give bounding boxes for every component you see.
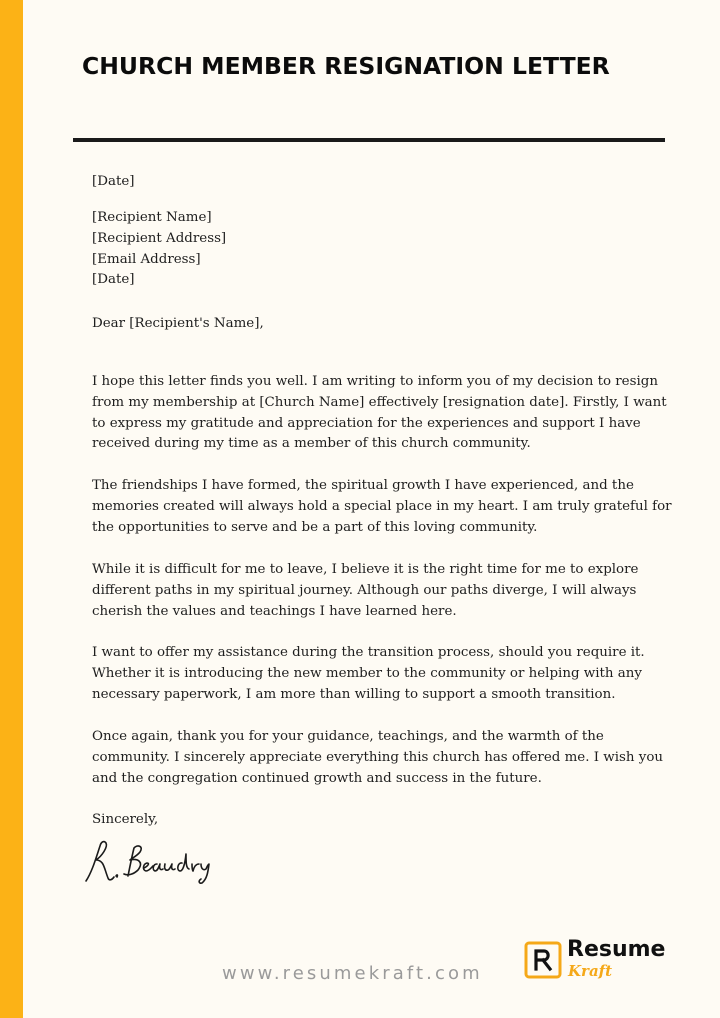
paragraph-line: memories created will always hold a special place in my heart. I am truly grateful for xyxy=(92,498,672,514)
paragraph-line: While it is difficult for me to leave, I believe it is the right time for me to explore xyxy=(92,562,639,577)
paragraph-line: cherish the values and teachings I have learned here. xyxy=(92,603,457,619)
closing: Sincerely, xyxy=(92,812,159,827)
website-link[interactable]: www.resumekraft.com xyxy=(222,963,483,984)
logo-text-kraft: Kraft xyxy=(568,962,613,980)
paragraph-line: the opportunities to serve and be a part of this loving community. xyxy=(92,519,538,535)
date-line: [Date] xyxy=(92,174,135,189)
paragraph-5 xyxy=(92,727,664,789)
paragraph-line: and the congregation continued growth and success in the future. xyxy=(92,770,542,786)
letter-date xyxy=(92,172,652,193)
paragraph-line: to express my gratitude and appreciation for the experiences and support I have xyxy=(92,415,641,431)
resumekraft-logo xyxy=(524,939,684,987)
salutation: Dear [Recipient's Name], xyxy=(92,316,264,331)
recipient-address: [Recipient Address] xyxy=(92,230,227,246)
paragraph-line: necessary paperwork, I am more than willing to support a smooth transition. xyxy=(92,686,616,702)
paragraph-4 xyxy=(92,643,652,705)
paragraph-line: The friendships I have formed, the spiritual growth I have experienced, and the xyxy=(92,478,634,493)
recipient-block xyxy=(92,208,652,291)
paragraph-line: received during my time as a member of this church community. xyxy=(92,436,531,452)
paragraph-1 xyxy=(92,372,667,455)
paragraph-2 xyxy=(92,476,672,538)
accent-side-bar xyxy=(0,0,23,1018)
logo-text-resume: Resume xyxy=(567,937,666,962)
paragraph-line: community. I sincerely appreciate everything this church has offered me. I wish you xyxy=(92,749,664,765)
paragraph-line: Whether it is introducing the new member to the community or helping with any xyxy=(92,665,642,681)
document-title: CHURCH MEMBER RESIGNATION LETTER xyxy=(82,52,610,80)
resumekraft-logo-icon xyxy=(524,941,562,979)
closing-block xyxy=(92,810,652,831)
paragraph-line: from my membership at [Church Name] effectively [resignation date]. Firstly, I want xyxy=(92,394,667,410)
recipient-date: [Date] xyxy=(92,272,135,288)
recipient-name: [Recipient Name] xyxy=(92,210,212,225)
paragraph-line: I want to offer my assistance during the transition process, should you require it. xyxy=(92,645,645,660)
salutation-block xyxy=(92,314,652,335)
recipient-email: [Email Address] xyxy=(92,251,201,267)
paragraph-line: Once again, thank you for your guidance, teachings, and the warmth of the xyxy=(92,729,604,744)
paragraph-line: I hope this letter finds you well. I am writing to inform you of my decision to resign xyxy=(92,374,658,389)
title-divider xyxy=(73,138,665,142)
paragraph-3 xyxy=(92,560,652,622)
handwritten-signature xyxy=(82,836,217,886)
paragraph-line: different paths in my spiritual journey. Although our paths diverge, I will always xyxy=(92,582,637,598)
